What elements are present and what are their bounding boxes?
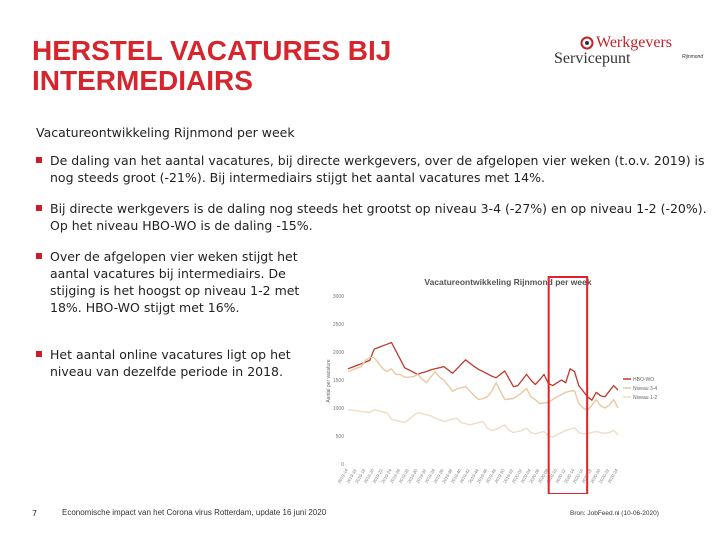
bullet-square-icon	[36, 157, 42, 163]
x-tick-label: 2019-18	[354, 468, 367, 485]
bullet-text: Bij directe werkgevers is de daling nog steeds het grootst op niveau 3-4 (-27%) en op niveau 1-2 (-20%). Op het niveau HBO-WO is de daling -15%.	[50, 201, 707, 233]
y-tick-label: 0	[341, 462, 344, 468]
y-tick-label: 3000	[332, 294, 344, 300]
logo-line-1: Werkgevers	[596, 34, 673, 51]
logo-mark-icon	[580, 36, 594, 50]
x-tick-label: 2019-44	[467, 468, 480, 485]
legend-label: Niveau 1-2	[633, 395, 658, 401]
x-tick-label: 2019-14	[336, 468, 349, 485]
x-tick-label: 2019-30	[406, 468, 419, 485]
x-tick-label: 2019-40	[449, 468, 463, 485]
x-tick-label: 2019-36	[432, 468, 445, 485]
x-tick-label: 2019-38	[441, 468, 454, 485]
bullet-square-icon	[36, 205, 42, 211]
x-tick-label: 2020-12	[554, 468, 567, 485]
x-tick-label: 2019-52	[502, 468, 515, 485]
x-tick-label: 2019-22	[371, 468, 384, 485]
title-line-1: HERSTEL VACATURES BIJ	[32, 35, 392, 66]
bullet-text: Over de afgelopen vier weken stijgt het aantal vacatures bij intermediairs. De stijging is het hoogst op niveau 1-2 met 18%. HBO-WO stijgt met 16%.	[50, 249, 300, 315]
chart-svg	[318, 266, 662, 494]
x-tick-label: 2020-08	[536, 468, 550, 485]
legend-label: HBO-WO	[633, 377, 655, 383]
footer-text: Economische impact van het Corona virus Rotterdam, update 16 juni 2020	[62, 508, 327, 517]
chart-title: Vacatureontwikkeling Rijnmond per week	[424, 277, 592, 287]
y-tick-label: 1500	[332, 378, 344, 384]
x-tick-label: 2020-10	[545, 468, 558, 485]
y-tick-label: 2000	[332, 350, 344, 356]
x-tick-label: 2019-28	[397, 468, 410, 485]
x-tick-label: 2020-22	[597, 468, 611, 485]
title-line-2: INTERMEDIAIRS	[32, 65, 253, 96]
x-tick-label: 2020-02	[510, 468, 524, 485]
x-tick-label: 2019-46	[476, 468, 489, 485]
bullet-item	[36, 200, 710, 234]
y-tick-label: 500	[335, 434, 344, 440]
bullet-text: Het aantal online vacatures ligt op het niveau van dezelfde periode in 2018.	[50, 347, 291, 379]
x-tick-label: 2019-34	[423, 468, 436, 485]
x-tick-label: 2019-24	[380, 468, 393, 485]
x-tick-label: 2019-16	[345, 468, 358, 485]
bullet-square-icon	[36, 351, 42, 357]
x-tick-label: 2019-32	[415, 468, 428, 485]
x-tick-label: 2020-04	[519, 468, 532, 485]
x-tick-label: 2020-14	[563, 468, 576, 485]
x-tick-label: 2019-42	[458, 468, 471, 485]
x-tick-label: 2020-20	[589, 468, 602, 485]
bullet-square-icon	[36, 253, 42, 259]
y-tick-label: 1000	[332, 406, 344, 412]
bullet-item	[36, 248, 320, 316]
bullet-text: De daling van het aantal vacatures, bij directe werkgevers, over de afgelopen vier weken (t.o.v. 2019) is nog steeds groot (-21%). Bij intermediairs stijgt het aantal vacatures met 14%.	[50, 153, 705, 185]
x-tick-label: 2020-06	[528, 468, 541, 485]
werkgevers-servicepunt-logo	[552, 34, 712, 74]
page-title	[32, 36, 452, 96]
chart-background	[318, 266, 662, 494]
logo-line-2: Servicepunt	[554, 50, 631, 67]
x-tick-label: 2019-48	[484, 468, 497, 485]
section-subtitle: Vacatureontwikkeling Rijnmond per week	[36, 125, 295, 140]
y-tick-label: 2500	[332, 322, 344, 328]
bullet-item	[36, 152, 710, 186]
x-tick-label: 2019-50	[493, 468, 506, 485]
y-axis-label: Aantal per vacature	[326, 359, 332, 403]
vacancy-line-chart	[318, 266, 662, 494]
bullet-item	[36, 346, 320, 380]
x-tick-label: 2020-18	[580, 468, 593, 485]
legend-label: Niveau 3-4	[633, 386, 658, 392]
x-tick-label: 2020-24	[606, 468, 619, 485]
x-tick-label: 2020-16	[571, 468, 585, 485]
page-number: 7	[32, 509, 38, 518]
logo-line-3: Rijnmond	[682, 54, 704, 60]
x-tick-label: 2019-26	[388, 468, 402, 485]
x-tick-label: 2019-20	[362, 468, 375, 485]
source-note: Bron: JobFeed.nl (10-06-2020)	[570, 510, 659, 517]
